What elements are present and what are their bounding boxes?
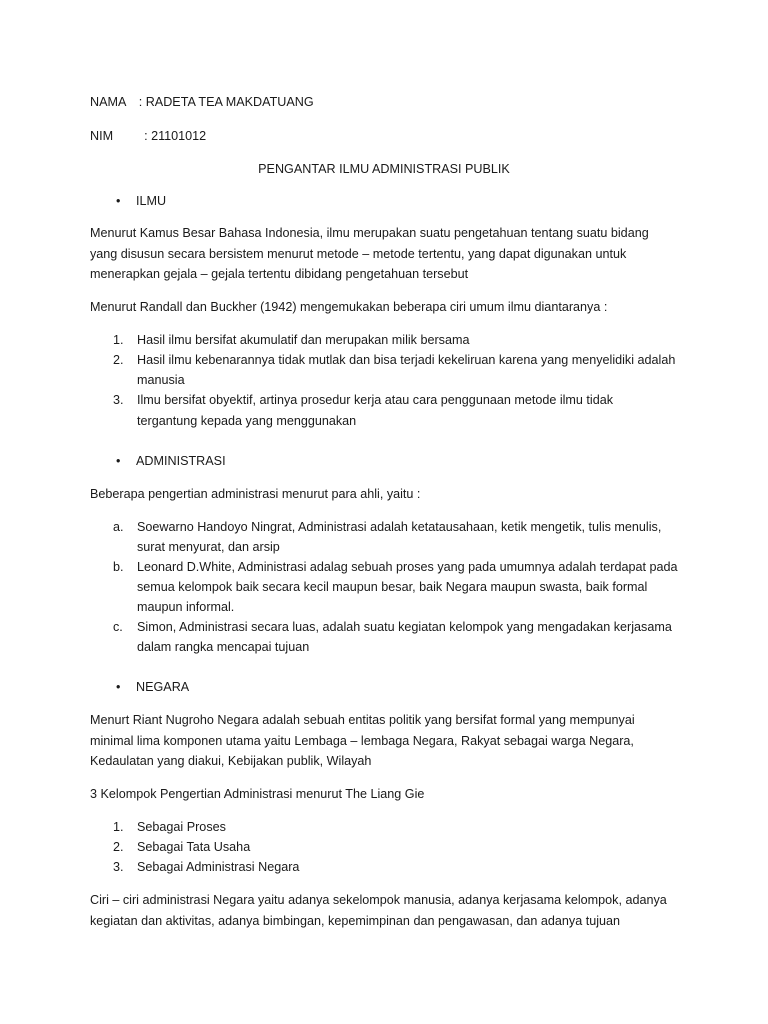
list-item-text: Sebagai Administrasi Negara xyxy=(137,860,300,874)
list-marker: b. xyxy=(113,560,124,574)
list-item-continuation: maupun informal. xyxy=(137,600,235,614)
paragraph-line: minimal lima komponen utama yaitu Lembaga – lembaga Negara, Rakyat sebagai warga Negara, xyxy=(90,734,634,748)
list-marker: c. xyxy=(113,620,123,634)
list-item xyxy=(113,350,675,370)
list-item xyxy=(113,557,677,577)
bullet-icon: • xyxy=(116,194,121,208)
list-marker: a. xyxy=(113,520,124,534)
paragraph-line: Kedaulatan yang diakui, Kebijakan publik, Wilayah xyxy=(90,754,372,768)
list-item-continuation: surat menyurat, dan arsip xyxy=(137,540,280,554)
bullet-icon: • xyxy=(116,454,121,468)
list-item-text: Ilmu bersifat obyektif, artinya prosedur kerja atau cara penggunaan metode ilmu tidak xyxy=(137,393,614,407)
list-item-text: Simon, Administrasi secara luas, adalah suatu kegiatan kelompok yang mengadakan kerjasama xyxy=(137,620,672,634)
list-item xyxy=(113,837,250,857)
list-item xyxy=(113,330,469,350)
list-item-continuation: tergantung kepada yang menggunakan xyxy=(137,414,357,428)
section-heading-the-liang-gie: 3 Kelompok Pengertian Administrasi menurut The Liang Gie xyxy=(90,787,425,801)
paragraph-line: Beberapa pengertian administrasi menurut para ahli, yaitu : xyxy=(90,487,421,501)
list-item-text: Soewarno Handoyo Ningrat, Administrasi adalah ketatausahaan, ketik mengetik, tulis menulis, xyxy=(137,520,662,534)
paragraph-line: Menurut Kamus Besar Bahasa Indonesia, ilmu merupakan suatu pengetahuan tentang suatu bidang xyxy=(90,226,649,240)
list-item-continuation: semua kelompok baik secara kecil maupun besar, baik Negara maupun swasta, baik formal xyxy=(137,580,648,594)
list-item-continuation: manusia xyxy=(137,373,185,387)
list-item-text: Hasil ilmu kebenarannya tidak mutlak dan bisa terjadi kekeliruan karena yang menyelidiki adalah xyxy=(137,353,676,367)
section-heading-administrasi xyxy=(116,451,226,471)
list-item xyxy=(113,817,226,837)
paragraph-line: Menurt Riant Nugroho Negara adalah sebuah entitas politik yang bersifat formal yang mempunyai xyxy=(90,713,635,727)
nim-value: : 21101012 xyxy=(144,129,207,143)
nim-label: NIM xyxy=(90,129,114,143)
document-title: PENGANTAR ILMU ADMINISTRASI PUBLIK xyxy=(258,162,510,176)
name-value: : RADETA TEA MAKDATUANG xyxy=(138,95,314,109)
list-item xyxy=(113,390,613,410)
list-item xyxy=(113,857,299,877)
list-item xyxy=(113,617,672,637)
section-heading-ilmu xyxy=(116,191,166,211)
list-item xyxy=(113,517,661,537)
name-label: NAMA xyxy=(90,95,126,109)
paragraph-line: kegiatan dan aktivitas, adanya bimbingan, kepemimpinan dan pengawasan, dan adanya tujuan xyxy=(90,914,621,928)
list-item-text: Hasil ilmu bersifat akumulatif dan merupakan milik bersama xyxy=(137,333,470,347)
list-item-continuation: dalam rangka mencapai tujuan xyxy=(137,640,310,654)
list-item-text: Sebagai Proses xyxy=(137,820,226,834)
name-line xyxy=(90,92,314,112)
list-item-text: Leonard D.White, Administrasi adalag sebuah proses yang pada umumnya adalah terdapat pada xyxy=(137,560,678,574)
list-marker: 1. xyxy=(113,333,124,347)
list-marker: 2. xyxy=(113,840,124,854)
bullet-icon: • xyxy=(116,680,121,694)
list-marker: 3. xyxy=(113,393,124,407)
heading-text: ADMINISTRASI xyxy=(136,454,226,468)
list-marker: 1. xyxy=(113,820,124,834)
nim-line xyxy=(90,126,206,146)
paragraph-line: yang disusun secara bersistem menurut metode – metode tertentu, yang dapat digunakan untuk xyxy=(90,247,627,261)
paragraph-line: Menurut Randall dan Buckher (1942) mengemukakan beberapa ciri umum ilmu diantaranya : xyxy=(90,300,608,314)
heading-text: NEGARA xyxy=(136,680,190,694)
list-item-text: Sebagai Tata Usaha xyxy=(137,840,251,854)
list-marker: 2. xyxy=(113,353,124,367)
heading-text: ILMU xyxy=(136,194,167,208)
list-marker: 3. xyxy=(113,860,124,874)
paragraph-line: Ciri – ciri administrasi Negara yaitu adanya sekelompok manusia, adanya kerjasama kelompok, adanya xyxy=(90,893,667,907)
paragraph-line: menerapkan gejala – gejala tertentu dibidang pengetahuan tersebut xyxy=(90,267,469,281)
section-heading-negara xyxy=(116,677,189,697)
